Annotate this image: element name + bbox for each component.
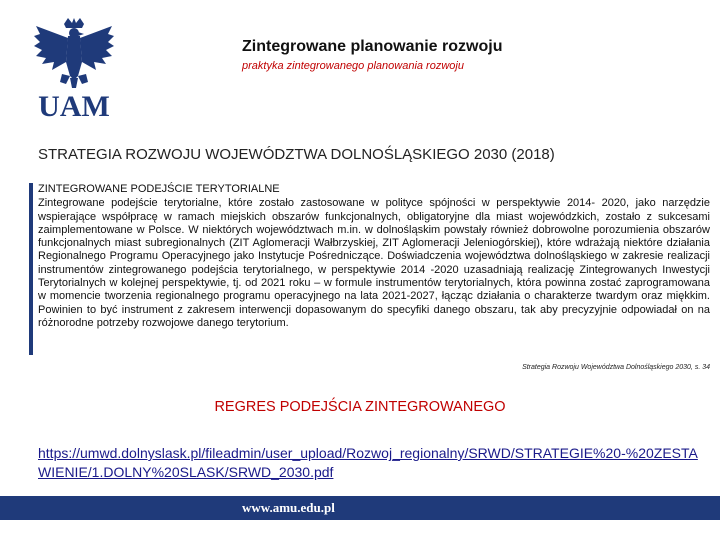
footer-url: www.amu.edu.pl	[242, 500, 335, 515]
section-title: STRATEGIA ROZWOJU WOJEWÓDZTWA DOLNOŚLĄSKIEGO 2030 (2018)	[38, 146, 555, 163]
header-title: Zintegrowane planowanie rozwoju	[242, 38, 503, 55]
citation: Strategia Rozwoju Województwa Dolnośląskiego 2030, s. 34	[522, 364, 710, 371]
content-heading: ZINTEGROWANE PODEJŚCIE TERYTORIALNE	[38, 183, 280, 195]
content-body: Zintegrowane podejście terytorialne, które zostało zastosowane w polityce spójności w perspektywie 2014- 2020, jako narzędzie wspierające współpracę w ramach miejskich obszarów funkcjonalnych, obligatoryjne dla miast wojewódzkich, zostało z sukcesami zaimplementowane w Polsce. W niektórych województwach m.in. w dolnośląskim powstały również dobrowolne porozumienia obszarów funkcjonalnych miast subregionalnych (ZIT Aglomeracji Wałbrzyskiej, ZIT Aglomeracji Jeleniogórskiej), które wdrażają niektóre działania Regionalnego Programu Operacyjnego jako Instytucje Pośredniczące. Doświadczenia województwa dolnośląskiego w zakresie realizacji instrumentów zintegrowanego podejścia terytorialnego, w perspektywie 2014 -2020 uzasadniają realizację Zintegrowanych Inwestycji Terytorialnych w kolejnej perspektywie, tj. od 2021 roku – w formule instrumentów terytorialnych, która powinna zostać zaprogramowana w momencie tworzenia regionalnego programu operacyjnego na lata 2021-2027, łącząc działania o charakterze twardym oraz miękkim. Powinien to być instrument z zakresem interwencji dopasowanym do specyfiki danego obszaru, tak aby precyzyjnie odpowiadał on na różnorodne potrzeby rozwojowe danego terytorium.	[38, 197, 710, 329]
header-subtitle: praktyka zintegrowanego planowania rozwoju	[242, 60, 464, 72]
accent-bar	[29, 183, 33, 355]
logo-text: UAM	[38, 90, 110, 120]
content-block	[38, 183, 710, 330]
regress-title: REGRES PODEJŚCIA ZINTEGROWANEGO	[214, 399, 506, 415]
uam-logo	[32, 18, 116, 120]
eagle-crest-icon	[32, 18, 116, 120]
strategy-link[interactable]: https://umwd.dolnyslask.pl/fileadmin/user_upload/Rozwoj_regionalny/SRWD/STRATEGIE%20-%20ZESTAWIENIE/1.DOLNY%20SLASK/SRWD_2030.pdf	[38, 445, 698, 480]
footer-bar	[0, 496, 720, 520]
